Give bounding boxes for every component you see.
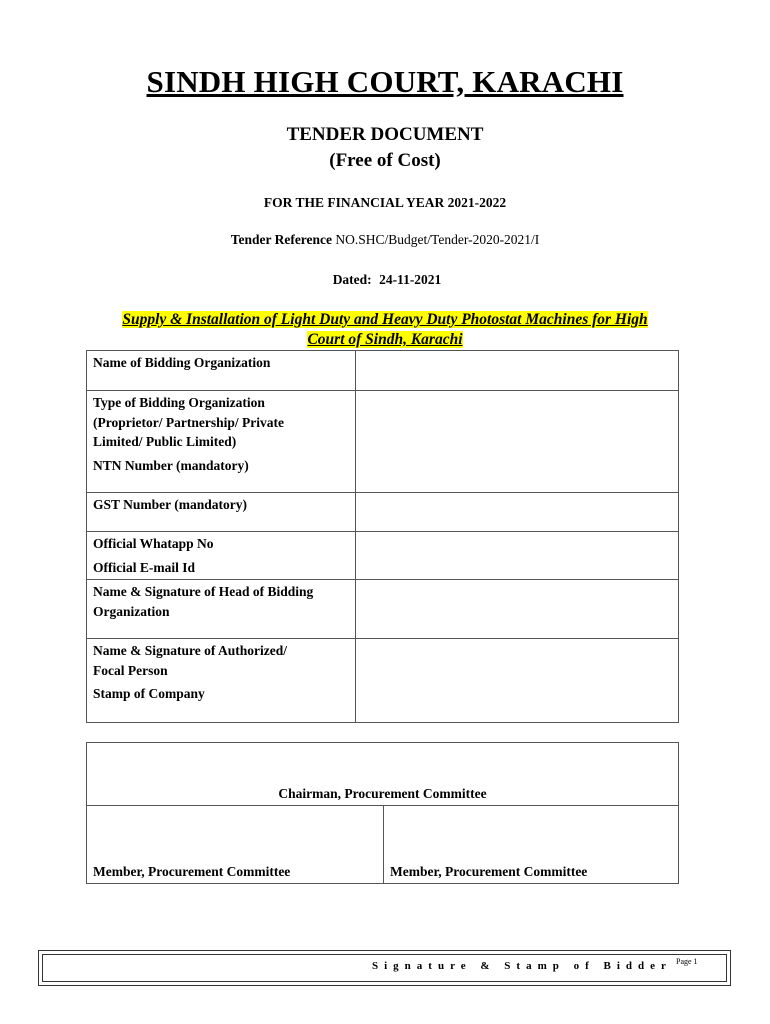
label-type-of-org (87, 391, 356, 454)
field-stamp[interactable] (356, 682, 679, 722)
bidder-signature-line: Signature & Stamp of Bidder (372, 960, 672, 972)
field-head-signature[interactable] (356, 580, 679, 639)
tender-reference (0, 232, 770, 248)
label-name-of-org: Name of Bidding Organization (87, 351, 356, 391)
tender-reference-label: Tender Reference (230, 232, 333, 247)
label-whatsapp: Official Whatapp No (87, 532, 356, 556)
type-of-org-line-1: Type of Bidding Organization (93, 395, 265, 410)
label-authorized-signature (87, 639, 356, 683)
label-head-signature (87, 580, 356, 639)
page-number: Page 1 (676, 957, 698, 966)
field-type-of-org[interactable] (356, 391, 679, 454)
auth-sig-line-1: Name & Signature of Authorized/ (93, 643, 287, 658)
auth-sig-line-2: Focal Person (93, 662, 168, 678)
field-authorized-signature[interactable] (356, 639, 679, 683)
field-gst[interactable] (356, 493, 679, 532)
document-type: TENDER DOCUMENT (286, 124, 484, 145)
dated (0, 272, 770, 288)
chairman-signature: Chairman, Procurement Committee (87, 743, 679, 806)
head-sig-line-2: Organization (93, 603, 170, 619)
footer-box (38, 950, 731, 986)
dated-label: Dated: (332, 272, 372, 287)
subject-line-1: Supply & Installation of Light Duty and Heavy Duty Photostat Machines for High (122, 311, 648, 328)
committee-signatures (86, 742, 679, 884)
label-email: Official E-mail Id (87, 556, 356, 580)
member-signature-left: Member, Procurement Committee (87, 806, 384, 884)
label-ntn: NTN Number (mandatory) (87, 454, 356, 493)
dated-value: 24-11-2021 (379, 272, 442, 287)
cost-note: (Free of Cost) (329, 150, 441, 171)
label-stamp: Stamp of Company (87, 682, 356, 722)
tender-reference-value: NO.SHC/Budget/Tender-2020-2021/I (335, 232, 540, 247)
financial-year: FOR THE FINANCIAL YEAR 2021-2022 (263, 195, 507, 210)
field-whatsapp[interactable] (356, 532, 679, 556)
field-ntn[interactable] (356, 454, 679, 493)
tender-subject (88, 310, 682, 350)
field-email[interactable] (356, 556, 679, 580)
bidder-info-table (86, 350, 679, 723)
type-of-org-line-2: (Proprietor/ Partnership/ Private (93, 414, 284, 430)
head-sig-line-1: Name & Signature of Head of Bidding (93, 584, 314, 599)
label-gst: GST Number (mandatory) (87, 493, 356, 532)
member-signature-right: Member, Procurement Committee (384, 806, 679, 884)
field-name-of-org[interactable] (356, 351, 679, 391)
document-title: SINDH HIGH COURT, KARACHI (146, 64, 624, 99)
type-of-org-line-3: Limited/ Public Limited) (93, 434, 237, 449)
subject-line-2: Court of Sindh, Karachi (307, 331, 463, 348)
